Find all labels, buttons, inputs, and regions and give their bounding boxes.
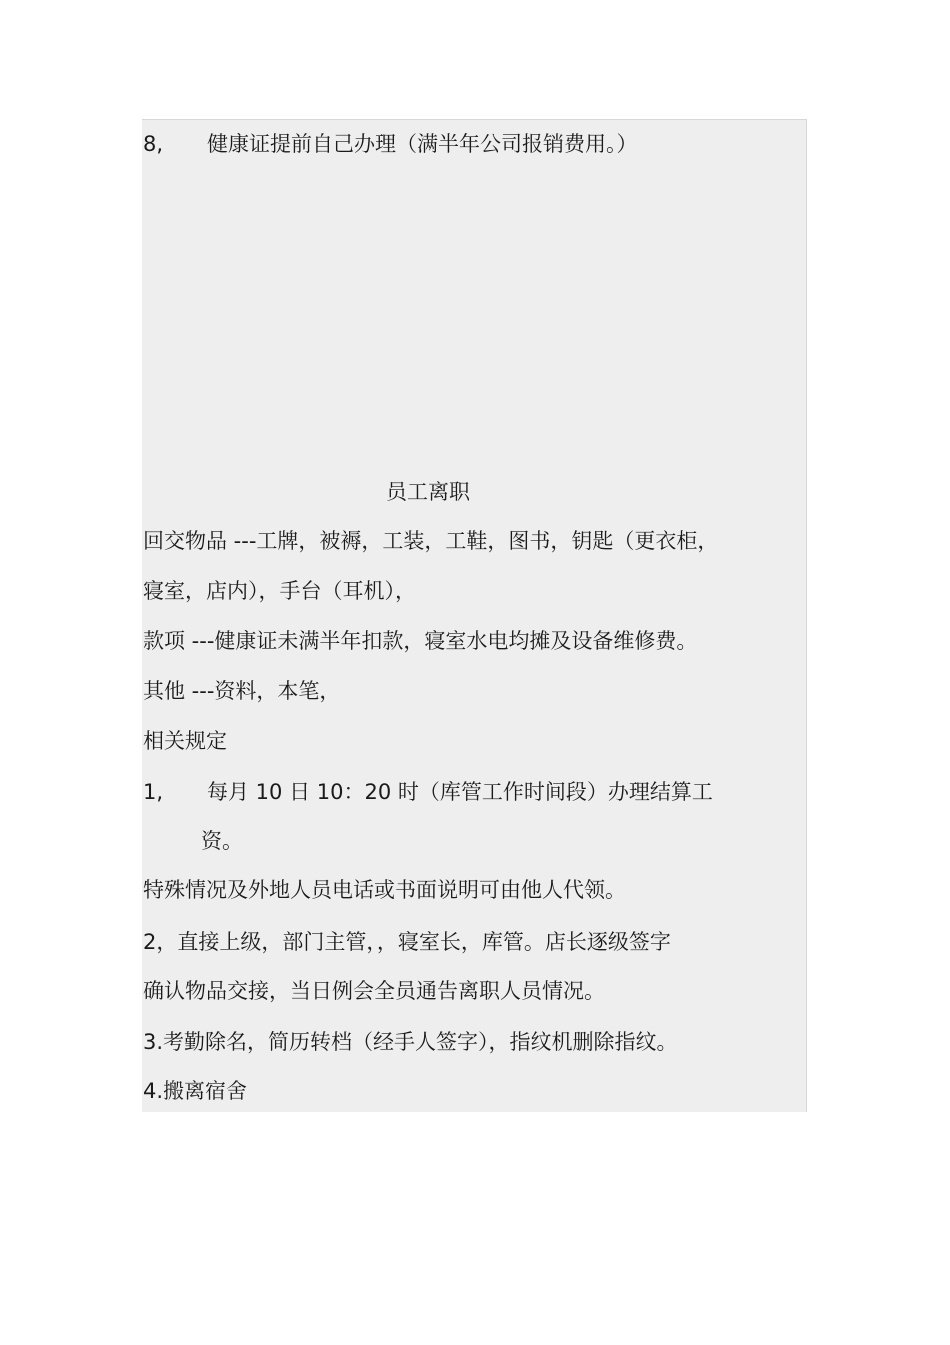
- rule-2-line-1: 2，直接上级，部门主管，，寝室长，库管。店长逐级签字: [143, 930, 671, 954]
- item-8: [143, 130, 638, 158]
- rule-2-line-2: 确认物品交接，当日例会全员通告离职人员情况。: [143, 979, 605, 1003]
- payments-line: 款项 ---健康证未满半年扣款，寝室水电均摊及设备维修费。: [143, 629, 698, 653]
- rule-3: 3.考勤除名，简历转档（经手人签字），指纹机删除指纹。: [143, 1030, 678, 1054]
- rule-1-number: 1,: [143, 780, 164, 804]
- rule-1-text: 每月 10 日 10：20 时（库管工作时间段）办理结算工: [207, 780, 713, 804]
- rule-1-note: 特殊情况及外地人员电话或书面说明可由他人代领。: [143, 878, 626, 902]
- item-8-text: 健康证提前自己办理（满半年公司报销费用。）: [207, 132, 638, 156]
- return-items-line-1: 回交物品 ---工牌，被褥，工装，工鞋，图书，钥匙（更衣柜，: [143, 529, 719, 553]
- item-8-number: 8,: [143, 132, 164, 156]
- document-panel: [142, 119, 807, 1112]
- others-line: 其他 ---资料，本笔，: [143, 679, 341, 703]
- section-title: 员工离职: [386, 480, 470, 504]
- rules-heading: 相关规定: [143, 729, 227, 753]
- rule-4: 4.搬离宿舍: [143, 1079, 248, 1103]
- rule-1: [143, 778, 713, 806]
- rule-1-continuation: 资。: [201, 829, 243, 853]
- return-items-line-2: 寝室，店内），手台（耳机），: [143, 579, 416, 603]
